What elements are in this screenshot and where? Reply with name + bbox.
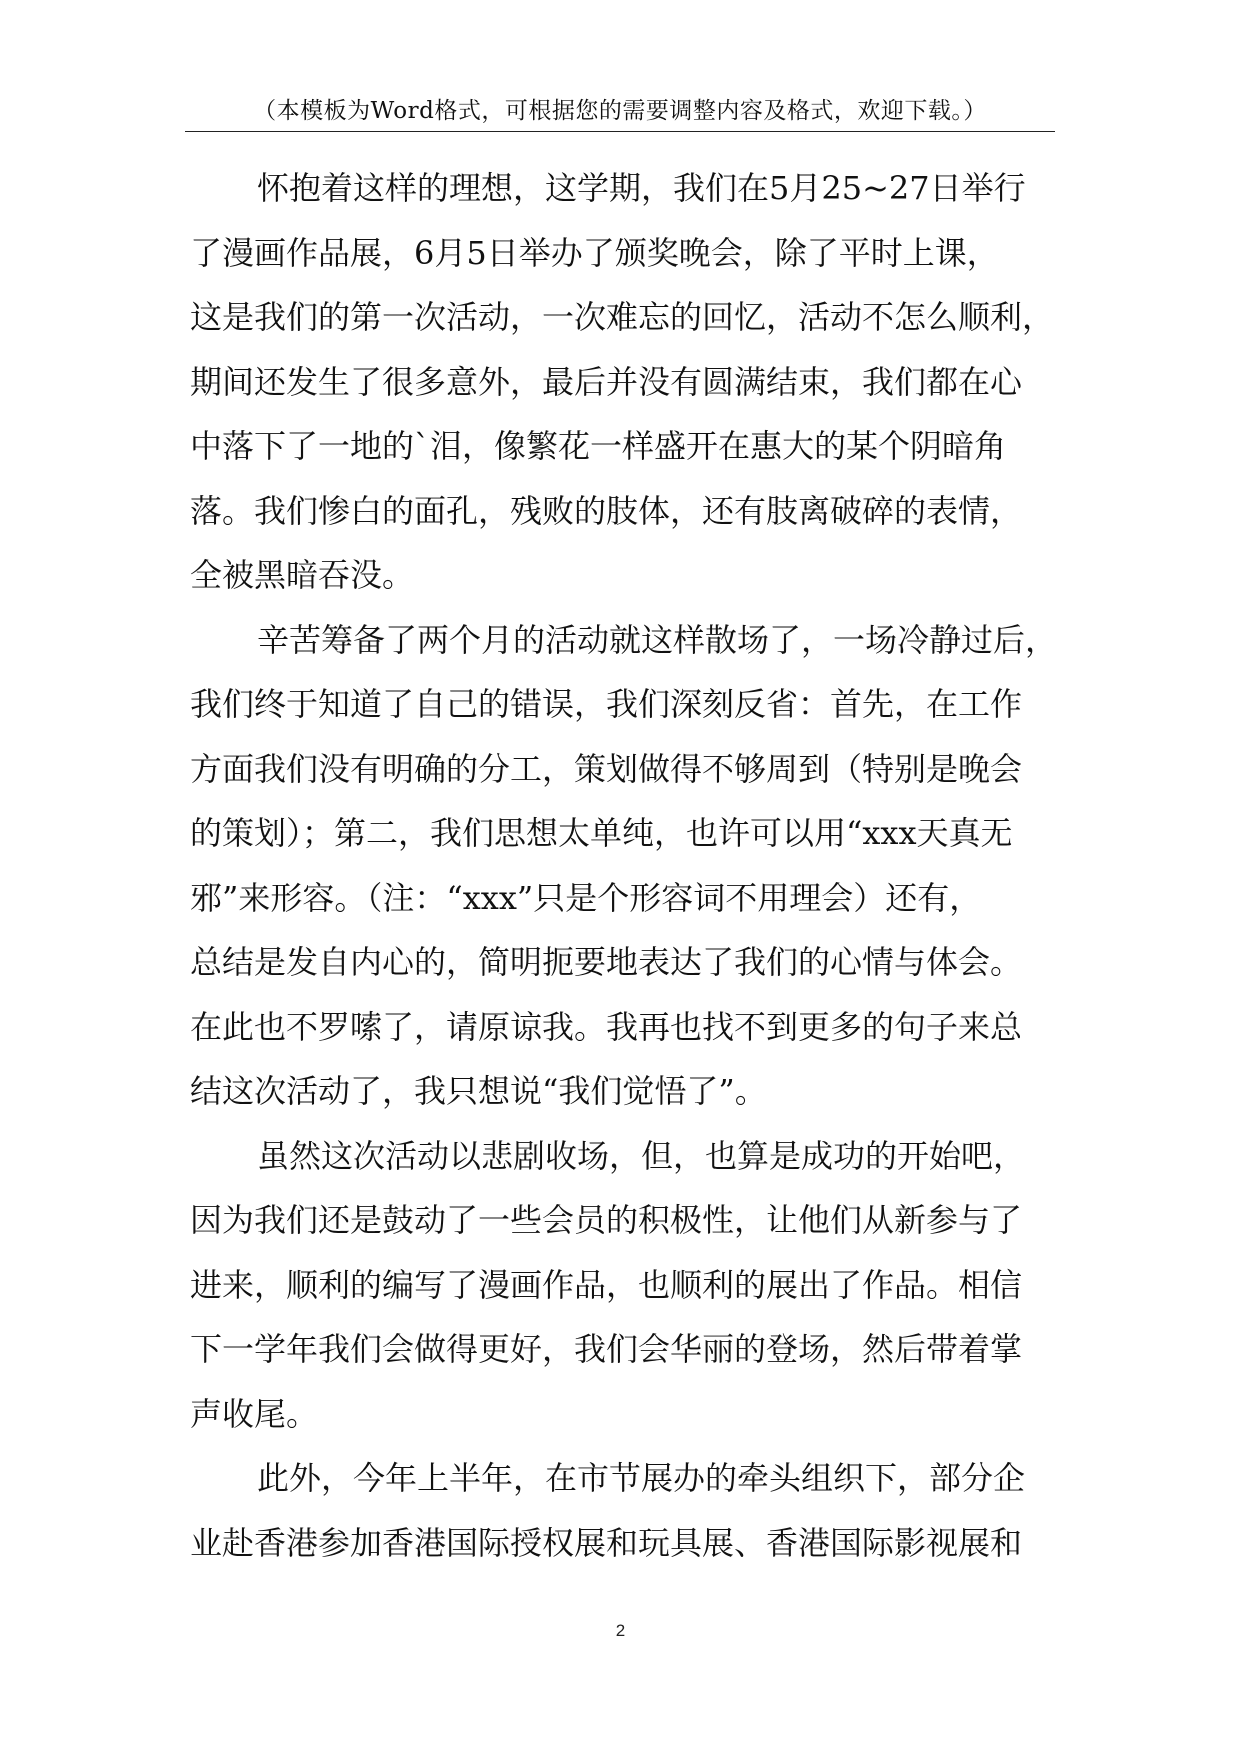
paragraph-1-line-2: 了漫画作品展，6月5日举办了颁奖晚会，除了平时上课， xyxy=(190,233,999,272)
paragraph-3-line-4: 下一学年我们会做得更好，我们会华丽的登场，然后带着掌 xyxy=(190,1330,1023,1368)
paragraph-3-line-3: 进来，顺利的编写了漫画作品，也顺利的展出了作品。相信 xyxy=(190,1265,1023,1304)
paragraph-2-line-6: 总结是发自内心的，简明扼要地表达了我们的心情与体会。 xyxy=(190,943,1023,981)
paragraph-4-line-2: 业赴香港参加香港国际授权展和玩具展、香港国际影视展和 xyxy=(190,1523,1023,1562)
paragraph-1-line-7: 全被黑暗吞没。 xyxy=(190,556,415,594)
paragraph-1-line-5: 中落下了一地的`泪，像繁花一样盛开在惠大的某个阴暗角 xyxy=(190,427,1007,465)
paragraph-2-line-4: 的策划）；第二，我们思想太单纯，也许可以用“xxx天真无 xyxy=(190,814,1013,852)
header-divider xyxy=(185,131,1055,132)
paragraph-1-line-4: 期间还发生了很多意外，最后并没有圆满结束，我们都在心 xyxy=(190,362,1023,401)
template-notice-header: （本模板为Word格式，可根据您的需要调整内容及格式，欢迎下载。） xyxy=(253,98,987,124)
paragraph-2-line-5: 邪”来形容。（注：“xxx”只是个形容词不用理会）还有， xyxy=(190,878,982,917)
paragraph-2-line-3: 方面我们没有明确的分工，策划做得不够周到（特别是晚会 xyxy=(190,749,1023,788)
paragraph-4-line-1: 此外，今年上半年，在市节展办的牵头组织下，部分企 xyxy=(257,1459,1026,1497)
document-body xyxy=(190,156,1060,1575)
paragraph-2-line-7: 在此也不罗嗦了，请原谅我。我再也找不到更多的句子来总 xyxy=(190,1007,1023,1046)
paragraph-1-line-1: 怀抱着这样的理想，这学期，我们在5月25~27日举行 xyxy=(257,169,1026,207)
paragraph-1-line-6: 落。我们惨白的面孔，残败的肢体，还有肢离破碎的表情， xyxy=(190,491,1023,530)
paragraph-2-line-8: 结这次活动了，我只想说“我们觉悟了”。 xyxy=(190,1072,767,1110)
paragraph-2-line-2: 我们终于知道了自己的错误，我们深刻反省：首先，在工作 xyxy=(190,685,1023,723)
paragraph-3-line-5: 声收尾。 xyxy=(190,1394,319,1433)
paragraph-1-line-3: 这是我们的第一次活动，一次难忘的回忆，活动不怎么顺利， xyxy=(190,298,1055,336)
page-number: 2 xyxy=(615,1621,626,1640)
paragraph-3-line-1: 虽然这次活动以悲剧收场，但，也算是成功的开始吧， xyxy=(257,1136,1026,1175)
paragraph-2-line-1: 辛苦筹备了两个月的活动就这样散场了，一场冷静过后， xyxy=(257,620,1058,659)
paragraph-3-line-2: 因为我们还是鼓动了一些会员的积极性，让他们从新参与了 xyxy=(190,1201,1023,1239)
